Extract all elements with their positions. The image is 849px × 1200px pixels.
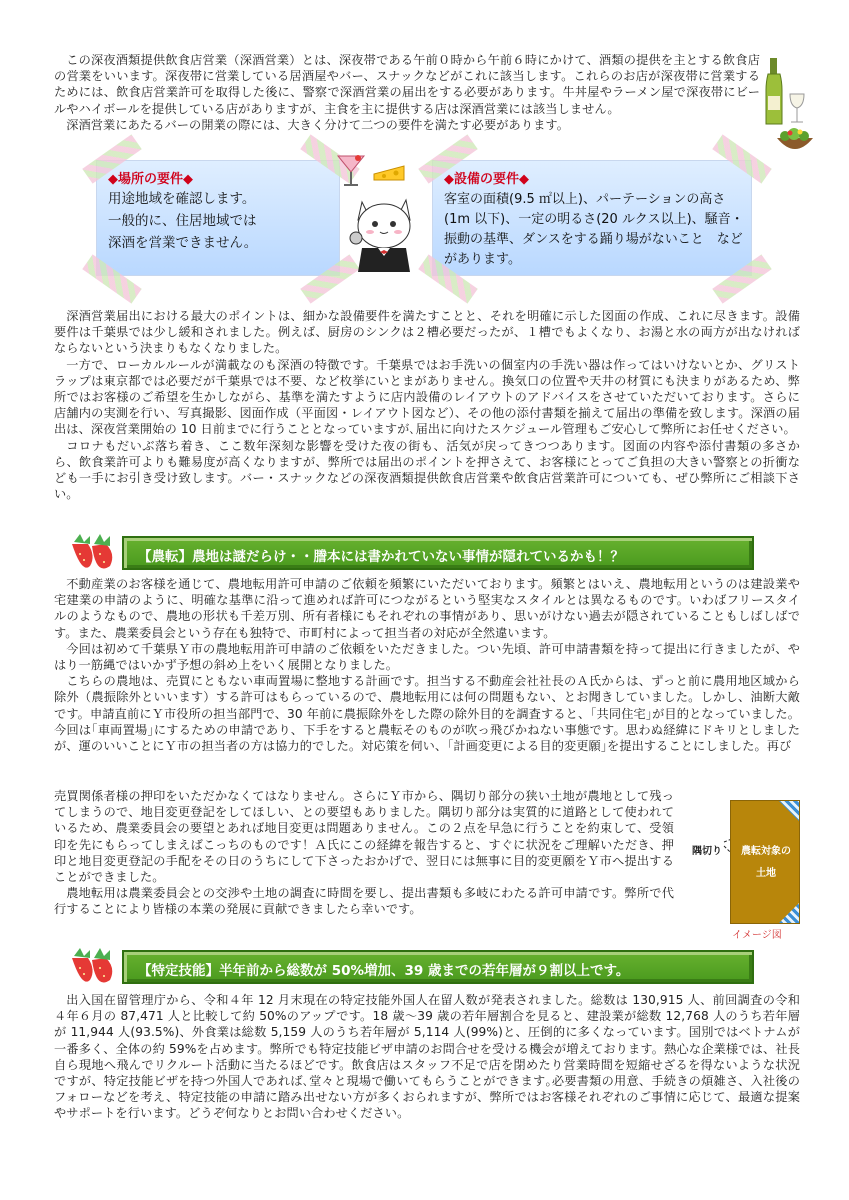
equipment-requirement-title: ◆設備の要件◆ [444,172,529,187]
corner-cut-mark [779,903,799,923]
intro-paragraph-2: 深酒営業にあたるバーの開業の際には、大きく分けて二つの要件を満たす必要があります。 [66,117,569,132]
body3-paragraph-1: 出入国在留管理庁から、令和４年 12 月末現在の特定技能外国人在留人数が発表されました。総数は 130,915 人、前回調査の令和４年６月の 87,471 人と比較して約 50%のアップです。18 歳～39 歳の若年層割合を見ると、建設業が総数 12,768 人のうち若年層が 11,944 人(93.5%)、外食業は総数 5,159 人のうち若年層が 5,114 人(99%)と、圧倒的に多くなっています。国別ではベトナムが一番多く、全体の約 59%を占めます。弊所でも特定技能ビザ申請のお問合せを受ける機会が増えております。熱心な企業様では、社長自ら現地へ飛んでリクルート活動に当たるほどです。飲食店はスタッフ不足で店を閉めたり営業時間を短縮せざるを得ないような状況ですが、特定技能ビザを持つ外国人であれば､堂々と現場で働いてもらうことができます｡必要書類の用意、手続きの煩雑さ、入社後のフォローなどを考え、特定技能の申請に踏み出せない方が多くおられますが、弊所ではお客様それぞれのご事情に応じて、最適な提案やサポートを行います。どうぞ何なりとお問い合わせください。 [54,993,800,1121]
banner-title: 【農転】農地は謎だらけ・・謄本には書かれていない事情が隠れているかも！？ [138,549,624,565]
salad-icon [775,124,815,158]
intro-paragraph-1: この深夜酒類提供飲食店営業（深酒営業）とは、深夜帯である午前０時から午前６時にかけて、酒類の提供を主とする飲食店の営業をいいます。深夜帯に営業している居酒屋やバー、スナックなどがこれに該当します。これらのお店が深夜帯に営業するためには、飲食店営業許可を取得した後に、警察で深酒営業の届出をする必要があります。牛丼屋やラーメン屋で深夜帯にビールやハイボールを提供している店がありますが、主食を主に提供する店は深酒営業には該当しません。 [54,53,760,116]
cat-bartender-icon [348,192,424,272]
body2-paragraph-4: 農地転用は農業委員会との交渉や土地の調査に時間を要し、提出書類も多岐にわたる許可申請です。弊所で代行することにより皆様の本業の発展に貢献できましたら幸いです。 [54,886,674,917]
body1-paragraph-1: 深酒営業届出における最大のポイントは、細かな設備要件を満たすことと、それを明確に示した図面の作成、これに尽きます。設備要件は千葉県では少し緩和されました。例えば、厨房のシンクは２槽必要だったが、１槽でもよくなり、お湯と水の両方が出なければならないという決まりもなくなりました。 [54,309,800,356]
location-line-3: 深酒を営業できません。 [108,235,258,251]
location-requirement-title: ◆場所の要件◆ [108,172,193,187]
banner-title: 【特定技能】半年前から総数が 50%増加、39 歳までの若年層が９割以上です。 [138,963,630,979]
body2-paragraph-2: 今回は初めて千葉県Ｙ市の農地転用許可申請のご依頼をいただきました。つい先頃、許可申請書類を持って提出に行きましたが、やはり一筋縄ではいかず予想の斜め上をいく展開となりました。 [54,641,800,673]
body1-paragraph-3: コロナもだいぶ落ち着き、ここ数年深刻な影響を受けた夜の街も、活気が戻ってきつつあります。図面の内容や添付書類の多さから、飲食業許可よりも難易度が高くなりますが、弊所では届出のポイントを押さえて、お客様にとってご負担の大きい警察との折衝なども一手にお引き受け致します。バー・スナックなどの深夜酒類提供飲食店営業や飲食店営業許可についても、ぜひ弊所にご相談下さい。 [54,438,800,502]
location-line-2: 一般的に、住居地域では [108,213,257,229]
specified-skills-section [54,992,800,1122]
location-line-1: 用途地域を確認します。 [108,191,256,207]
location-requirement-text [108,188,334,254]
land-label-1: 農転対象の [741,846,791,857]
body2-paragraph-1: 不動産業のお客様を通じて、農地転用許可申請のご依頼を頻繁にいただいております。頻繁とはいえ、農地転用というのは建設業や宅建業の申請のように、明確な基準に沿って進めれば許可につながるという堅実なスタイルとは異なるものです。いわばフリースタイルのようなもので、農地の形状も千差万別、所有者様にもそれぞれの事情があり、思いがけない過去が隠されていることもしばしばです。また、農業委員会という存在も独特で、市町村によって担当者の対応が全然違います。 [54,577,800,640]
specified-skills-banner [122,950,754,984]
land-label-2: 土地 [756,868,776,879]
cheese-icon [372,158,406,184]
agricultural-conversion-banner [122,536,754,570]
strawberry-icon [66,530,120,574]
cocktail-icon [336,152,366,188]
figure-caption: イメージ図 [732,930,782,941]
land-image-figure [730,800,800,924]
intro-section [54,52,760,133]
farmland-conversion-section [54,576,800,754]
corner-cut-mark [779,801,799,821]
farmland-conversion-section-continued [54,788,674,918]
strawberry-icon [66,944,120,988]
corner-cut-label: 隅切り [692,846,722,857]
bar-notification-section [54,308,800,502]
equipment-requirement-text: 客室の面積(9.5 ㎡以上)、パーテーションの高さ(1m 以下)、一定の明るさ(20 ルクス以上)、騒音・振動の基準、ダンスをする踊り場がないこと などがあります。 [444,192,744,267]
body2-paragraph-3-continued: 売買関係者様の押印をいただかなくてはなりません。さらにＹ市から、隅切り部分の狭い土地が農地として残ってしまうので、地目変更登記をしてほしい、との要望もありました。隅切り部分は実質的に道路として使われているため、農業委員会の要望とあれば地目変更は問題ありません。この２点を早急に行うことを約束して、受領印を先にもらってしまえばこっちのものです！Ａ氏にこの経緯を報告すると、すぐに状況をご理解いただき、押印と地目変更登記の手配をその日のうちにして下さったおかげで、翌日には無事に目的変更願をＹ市へ提出することができました。 [54,789,674,885]
wine-bottle-icon [760,56,810,128]
body1-paragraph-2: 一方で、ローカルルールが満載なのも深酒の特徴です。千葉県ではお手洗いの個室内の手洗い器は作ってはいけないとか、グリストラップは東京都では必要だが千葉県では不要、など枚挙にいとまがありません。換気口の位置や天井の材質にも決まりがあるため、弊所ではお客様のご希望を生かしながら、基準を満たすように店内設備のレイアウトのアドバイスをさせていただいております。さらに店舗内の実測を行い、写真撮影、図面作成（平面図・レイアウト図など）、その他の添付書類を揃えて届出の準備を致します。深酒の届出は、深夜営業開始の 10 日前までに行うこととなっていますが､届出に向けたスケジュール管理もご安心して弊所にお任せください。 [54,357,800,437]
body2-paragraph-3: こちらの農地は、売買にともない車両置場に整地する計画です。担当する不動産会社社長のＡ氏からは、ずっと前に農用地区域から除外（農振除外といいます）する許可はもらっているので、農地転用には何の問題もない、とお聞きしていました。しかし、油断大敵です。申請直前にＹ市役所の担当部門で、30 年前に農振除外をした際の除外目的を調査すると、｢共同住宅｣が目的となっていました。今回は｢車両置場｣にするための申請であり、下手をすると農転そのものが吹っ飛びかねない事態です。思わぬ経緯にドキリとしましたが、運のいいことにＹ市の担当者の方は協力的でした。対応策を伺い、｢計画変更による目的変更願｣を提出することにしました。再び [54,674,800,754]
